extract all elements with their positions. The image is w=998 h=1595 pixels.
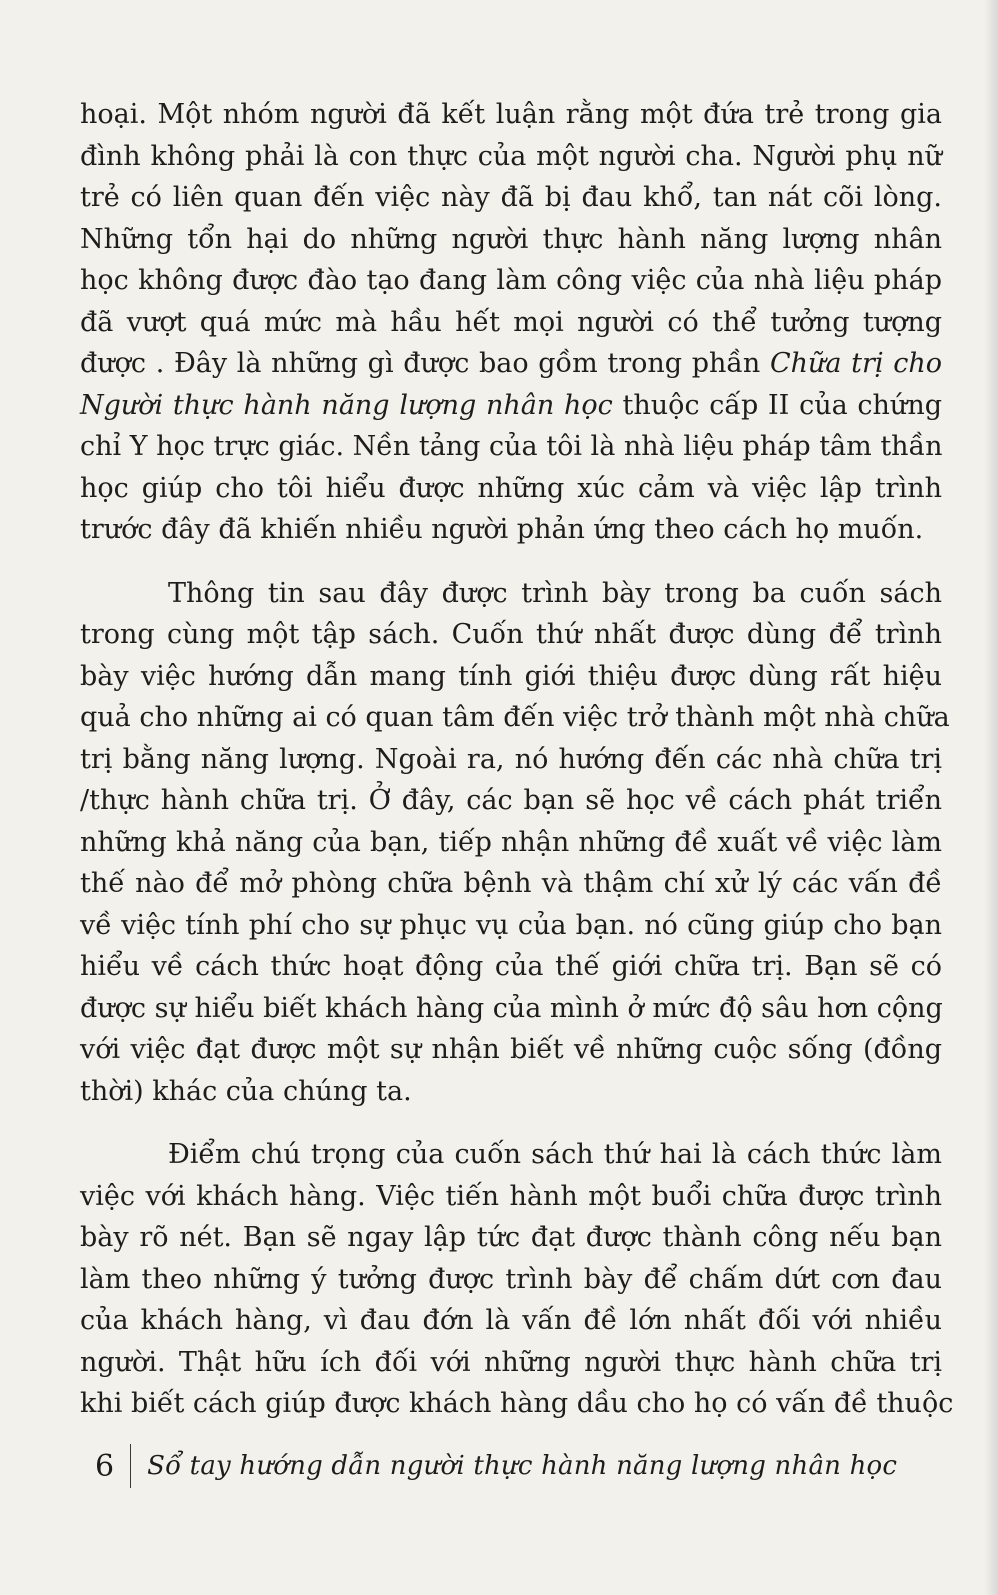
text-line: [80, 1029, 942, 1071]
body-text: [80, 94, 954, 1425]
text-segment: trước đây đã khiến nhiều người phản ứng theo cách họ muốn.: [80, 514, 924, 545]
text-line: [80, 219, 942, 261]
paragraph: [80, 1134, 954, 1425]
text-segment: được . Đây là những gì được bao gồm trong phần: [80, 348, 770, 379]
page-number: 6: [95, 1448, 115, 1484]
text-line: [80, 780, 942, 822]
text-line: [80, 656, 942, 698]
text-line: [80, 946, 942, 988]
text-line: [80, 1176, 942, 1218]
text-line: [80, 1383, 954, 1425]
text-line: [80, 94, 942, 136]
text-segment: đình không phải là con thực của một người cha. Người phụ nữ: [80, 140, 942, 172]
text-segment: đã vượt quá mức mà hầu hết mọi người có thể tưởng tượng: [80, 306, 942, 338]
text-segment: bày việc hướng dẫn mang tính giới thiệu được dùng rất hiệu: [80, 660, 942, 692]
footer-divider: [130, 1444, 131, 1488]
text-segment: với việc đạt được một sự nhận biết về những cuộc sống (đồng: [80, 1034, 942, 1065]
text-segment: trị bằng năng lượng. Ngoài ra, nó hướng đến các nhà chữa trị: [80, 743, 942, 775]
text-line: [80, 863, 942, 905]
text-segment: Những tổn hại do những người thực hành năng lượng nhân: [80, 223, 942, 255]
text-segment: thời) khác của chúng ta.: [80, 1075, 412, 1107]
italic-text-segment: Người thực hành năng lượng nhân học: [80, 389, 613, 421]
text-line: [80, 614, 942, 656]
text-line: [80, 260, 942, 302]
text-line: [80, 697, 950, 739]
text-segment: thế nào để mở phòng chữa bệnh và thậm chí xử lý các vấn đề: [80, 868, 942, 899]
paragraph: [80, 94, 942, 551]
text-segment: trẻ có liên quan đến việc này đã bị đau khổ, tan nát cõi lòng.: [80, 182, 942, 213]
text-line: [80, 988, 942, 1030]
text-line: [80, 509, 942, 551]
text-line: [80, 302, 942, 344]
text-line: [80, 468, 942, 510]
text-segment: Điểm chú trọng của cuốn sách thứ hai là cách thức làm: [168, 1139, 942, 1170]
text-line: [80, 1071, 942, 1113]
text-segment: học giúp cho tôi hiểu được những xúc cảm và việc lập trình: [80, 472, 942, 504]
text-line: [80, 822, 942, 864]
text-segment: về việc tính phí cho sự phục vụ của bạn. nó cũng giúp cho bạn: [80, 909, 942, 941]
text-segment: của khách hàng, vì đau đớn là vấn đề lớn nhất đối với nhiều: [80, 1305, 942, 1336]
text-segment: những khả năng của bạn, tiếp nhận những đề xuất về việc làm: [80, 826, 942, 858]
text-line: [80, 905, 942, 947]
italic-text-segment: Chữa trị cho: [769, 348, 943, 379]
text-segment: học không được đào tạo đang làm công việc của nhà liệu pháp: [80, 265, 942, 296]
text-line: [80, 177, 942, 219]
text-segment: thuộc cấp II của chứng: [612, 389, 942, 421]
text-segment: hoại. Một nhóm người đã kết luận rằng một đứa trẻ trong gia: [80, 99, 942, 130]
text-segment: khi biết cách giúp được khách hàng dầu cho họ có vấn đề thuộc: [80, 1388, 954, 1419]
text-line: [80, 343, 942, 385]
text-line: [80, 1217, 942, 1259]
page-edge-shadow: [984, 0, 998, 1595]
text-segment: Thông tin sau đây được trình bày trong ba cuốn sách: [168, 577, 942, 609]
text-segment: quả cho những ai có quan tâm đến việc trở thành một nhà chữa: [80, 702, 950, 733]
text-segment: việc với khách hàng. Việc tiến hành một buổi chữa được trình: [80, 1180, 942, 1212]
text-segment: hiểu về cách thức hoạt động của thế giới chữa trị. Bạn sẽ có: [80, 951, 942, 982]
book-title: Sổ tay hướng dẫn người thực hành năng lượng nhân học: [147, 1451, 898, 1481]
text-segment: chỉ Y học trực giác. Nền tảng của tôi là nhà liệu pháp tâm thần: [80, 431, 943, 462]
text-line: [80, 739, 942, 781]
text-segment: làm theo những ý tưởng được trình bày để chấm dứt cơn đau: [80, 1263, 942, 1295]
text-segment: trong cùng một tập sách. Cuốn thứ nhất được dùng để trình: [80, 619, 942, 650]
text-line: [80, 1300, 942, 1342]
text-segment: người. Thật hữu ích đối với những người thực hành chữa trị: [80, 1346, 942, 1378]
text-line: [80, 1342, 942, 1384]
text-line: [80, 136, 942, 178]
text-line: [80, 385, 942, 427]
text-segment: được sự hiểu biết khách hàng của mình ở mức độ sâu hơn cộng: [80, 992, 943, 1024]
text-line: [80, 426, 942, 468]
text-line: [80, 573, 942, 615]
paragraph: [80, 573, 950, 1113]
text-line: [80, 1259, 942, 1301]
text-segment: /thực hành chữa trị. Ở đây, các bạn sẽ học về cách phát triển: [80, 785, 942, 816]
running-footer: [95, 1444, 897, 1488]
text-segment: bày rõ nét. Bạn sẽ ngay lập tức đạt được thành công nếu bạn: [80, 1222, 942, 1253]
text-line: [80, 1134, 942, 1176]
